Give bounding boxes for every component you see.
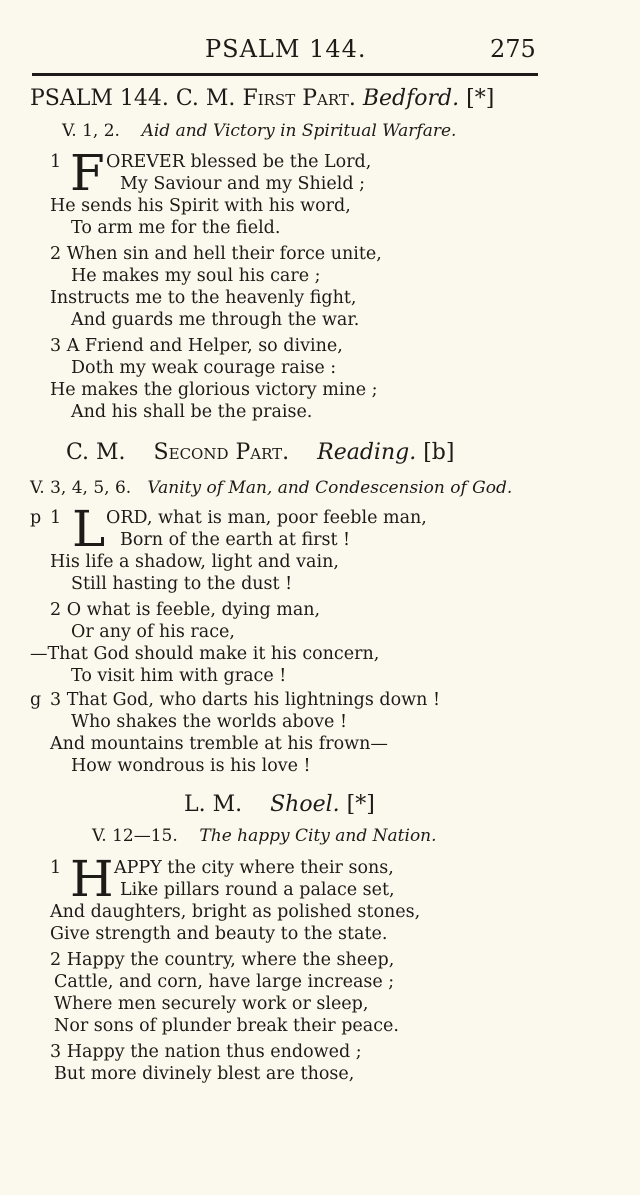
- part1-stanza1-number: 1: [50, 152, 62, 172]
- part3-heading-mark: [*]: [346, 792, 375, 817]
- part2-s2-line3: —That God should make it his concern,: [30, 644, 380, 664]
- part1-s1-line3: He sends his Spirit with his word,: [50, 196, 351, 216]
- part2-sub-title: Vanity of Man, and Condescension of God.: [147, 478, 513, 498]
- part3-sub-title: The happy City and Nation.: [199, 826, 437, 846]
- header-rule: [32, 73, 538, 76]
- part2-sub-verses: V. 3, 4, 5, 6.: [30, 478, 132, 498]
- part3-heading-tune: Shoel.: [270, 792, 340, 817]
- part3-dropcap: H: [70, 850, 114, 908]
- part2-stanza1-number: 1: [50, 508, 62, 528]
- part3-sub-verses: V. 12—15.: [92, 826, 178, 846]
- part2-heading-part: Second Part.: [153, 440, 290, 465]
- part2-s2-line2: Or any of his race,: [71, 622, 235, 642]
- part1-s1-line4: To arm me for the field.: [71, 218, 281, 238]
- part2-dynamic-mark-g: g: [30, 690, 42, 710]
- part2-s2-line4: To visit him with grace !: [71, 666, 287, 686]
- part2-s1-line3: His life a shadow, light and vain,: [50, 552, 339, 572]
- part1-s3-line1: 3 A Friend and Helper, so divine,: [50, 336, 343, 356]
- part1-s1-line2: My Saviour and my Shield ;: [120, 174, 365, 194]
- part2-heading-tune: Reading.: [317, 440, 417, 465]
- part3-s2-line4: Nor sons of plunder break their peace.: [54, 1016, 399, 1036]
- part1-heading: [30, 86, 494, 111]
- part1-sub-verses: V. 1, 2.: [62, 121, 120, 141]
- part3-heading: [184, 792, 375, 817]
- part1-s3-line2: Doth my weak courage raise :: [71, 358, 337, 378]
- part2-s3-line4: How wondrous is his love !: [71, 756, 311, 776]
- part2-s1-line2: Born of the earth at first !: [120, 530, 351, 550]
- part2-s1-line1: ORD, what is man, poor feeble man,: [106, 508, 427, 528]
- part3-stanza1-number: 1: [50, 858, 62, 878]
- part1-sub-title: Aid and Victory in Spiritual Warfare.: [141, 121, 457, 141]
- part2-s3-line2: Who shakes the worlds above !: [71, 712, 348, 732]
- part1-heading-mark: [*]: [466, 86, 495, 111]
- part2-dynamic-mark-p: p: [30, 508, 42, 528]
- part2-s1-line4: Still hasting to the dust !: [71, 574, 293, 594]
- part3-subheading: [92, 826, 437, 846]
- part3-s3-line1: 3 Happy the nation thus endowed ;: [50, 1042, 362, 1062]
- part1-s2-line2: He makes my soul his care ;: [71, 266, 321, 286]
- part3-s1-line3: And daughters, bright as polished stones,: [50, 902, 421, 922]
- part1-s2-line4: And guards me through the war.: [71, 310, 360, 330]
- part3-s3-line2: But more divinely blest are those,: [54, 1064, 355, 1084]
- part3-s1-line1: APPY the city where their sons,: [114, 858, 394, 878]
- part3-s1-line2: Like pillars round a palace set,: [120, 880, 395, 900]
- part2-s2-line1: 2 O what is feeble, dying man,: [50, 600, 321, 620]
- part1-s2-line1: 2 When sin and hell their force unite,: [50, 244, 382, 264]
- part2-dropcap: L: [72, 500, 106, 558]
- part2-heading-meter: C. M.: [66, 440, 126, 465]
- part2-s3-line3: And mountains tremble at his frown—: [50, 734, 388, 754]
- page-number: 275: [490, 35, 536, 63]
- part3-s2-line1: 2 Happy the country, where the sheep,: [50, 950, 395, 970]
- part3-s1-line4: Give strength and beauty to the state.: [50, 924, 388, 944]
- part1-heading-tune: Bedford.: [362, 86, 460, 111]
- part1-dropcap: F: [70, 144, 105, 202]
- running-header-title: PSALM 144.: [205, 35, 367, 63]
- part3-heading-meter: L. M.: [184, 792, 243, 817]
- part1-subheading: [62, 121, 456, 141]
- part1-s3-line4: And his shall be the praise.: [71, 402, 313, 422]
- part2-subheading: [30, 478, 512, 498]
- part2-s3-line1: 3 That God, who darts his lightnings down !: [50, 690, 441, 710]
- part1-heading-part: First Part.: [242, 86, 356, 111]
- part2-heading-mark: [b]: [423, 440, 455, 465]
- part1-s3-line3: He makes the glorious victory mine ;: [50, 380, 378, 400]
- part3-s2-line2: Cattle, and corn, have large increase ;: [54, 972, 395, 992]
- part3-s2-line3: Where men securely work or sleep,: [54, 994, 369, 1014]
- part2-heading: [66, 440, 454, 465]
- part1-s1-line1: OREVER blessed be the Lord,: [106, 152, 372, 172]
- part1-heading-prefix: PSALM 144. C. M.: [30, 86, 236, 111]
- part1-s2-line3: Instructs me to the heavenly fight,: [50, 288, 357, 308]
